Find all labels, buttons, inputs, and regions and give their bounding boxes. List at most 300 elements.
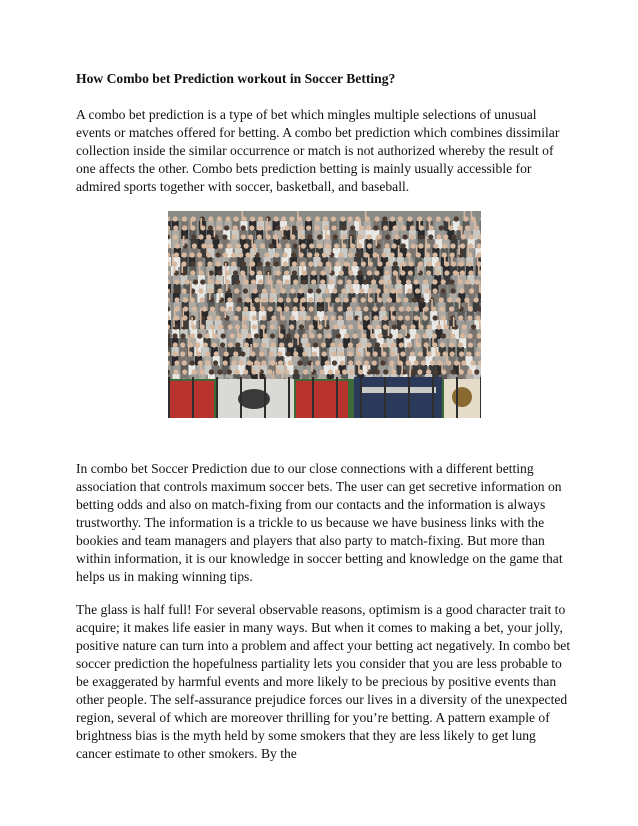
spectator-head [233,216,238,221]
raised-arm [249,263,251,273]
spectator-head [217,369,222,374]
spectator-head [270,342,275,347]
raised-arm [297,335,299,345]
raised-arm [218,290,220,300]
spectator-head [414,333,419,338]
raised-arm [251,236,253,246]
fence-post [288,377,290,418]
spectator-head [238,360,243,365]
spectator-head [407,270,412,275]
spectator-head [363,315,368,320]
raised-arm [199,362,201,372]
spectator-body [409,248,416,258]
spectator-head [447,297,452,302]
spectator-head [250,279,255,284]
spectator-head [181,252,186,257]
spectator-head [357,270,362,275]
raised-arm [409,362,411,372]
raised-arm [474,218,476,228]
spectator-head [360,261,365,266]
spectator-head [401,261,406,266]
spectator-head [355,306,360,311]
spectator-head [401,225,406,230]
spectator-head [417,369,422,374]
spectator-head [430,360,435,365]
raised-arm [357,317,359,327]
spectator-head [459,288,464,293]
spectator-head [256,234,261,239]
spectator-head [340,216,345,221]
spectator-head [451,234,456,239]
spectator-head [328,279,333,284]
spectator-head [407,216,412,221]
spectator-head [440,279,445,284]
spectator-head [201,306,206,311]
raised-arm [182,308,184,318]
spectator-head [282,261,287,266]
raised-arm [452,317,454,327]
spectator-head [394,234,399,239]
figure-container [76,211,572,418]
spectator-head [275,270,280,275]
raised-arm [270,281,272,291]
spectator-head [406,342,411,347]
raised-arm [418,218,420,228]
spectator-head [334,369,339,374]
spectator-head [224,225,229,230]
spectator-head [309,243,314,248]
spectator-head [342,369,347,374]
spectator-head [218,324,223,329]
spectator-head [180,351,185,356]
raised-arm [457,272,459,282]
spectator-head [306,225,311,230]
spectator-head [237,297,242,302]
spectator-head [227,342,232,347]
spectator-head [449,351,454,356]
spectator-head [278,297,283,302]
spectator-head [374,342,379,347]
spectator-head [305,216,310,221]
spectator-head [354,252,359,257]
spectator-head [311,351,316,356]
spectator-head [227,324,232,329]
spectator-head [207,261,212,266]
spectator-head [432,288,437,293]
raised-arm [367,290,369,300]
spectator-head [417,351,422,356]
spectator-head [197,333,202,338]
spectator-head [363,252,368,257]
raised-arm [422,308,424,318]
raised-arm [300,299,302,309]
spectator-head [436,234,441,239]
raised-arm [297,211,299,219]
spectator-head [293,297,298,302]
fence-post [408,377,410,418]
raised-arm [460,227,462,237]
raised-arm [365,344,367,354]
spectator-head [322,216,327,221]
spectator-head [289,324,294,329]
spectator-head [424,288,429,293]
spectator-head [440,288,445,293]
spectator-head [341,288,346,293]
raised-arm [364,211,366,219]
spectator-head [384,243,389,248]
spectator-head [298,315,303,320]
spectator-head [381,252,386,257]
spectator-head [422,333,427,338]
spectator-head [284,279,289,284]
spectator-head [198,234,203,239]
paragraph-optimism-bias: The glass is half full! For several observable reasons, optimism is a good character trait to acquire; it makes life easier in many ways. But when it comes to making a bet, your jolly, positive nature can turn into a problem and affect your betting act negatively. In combo bet soccer prediction the hopefulness partiality lets you consider that you are less probable to be exaggerated by harmful events and more likely to be precious by positive events than other people. The self-assurance prejudice forces our lives in a diversity of the unexpected region, several of which are moreover thrilling for you’re betting. A pattern example of brightness bias is the myth held by some smokers that they are less likely to get lung cancer estimate to other smokers. By the [76,602,571,761]
spectator-head [366,225,371,230]
spectator-head [400,351,405,356]
raised-arm [198,263,200,273]
raised-arm [251,362,253,372]
spectator-head [191,234,196,239]
spectator-head [413,306,418,311]
spectator-head [261,360,266,365]
fence-post [432,377,434,418]
raised-arm [357,236,359,246]
spectator-head [333,324,338,329]
spectator-head [410,324,415,329]
raised-arm [301,263,303,273]
spectator-head [201,243,206,248]
spectator-head [382,342,387,347]
spectator-head [252,288,257,293]
raised-arm [415,335,417,345]
spectator-head [206,315,211,320]
raised-arm [280,281,282,291]
spectator-head [312,342,317,347]
spectator-head [261,297,266,302]
spectator-head [215,315,220,320]
raised-arm [451,254,453,264]
spectator-head [335,333,340,338]
spectator-head [292,243,297,248]
spectator-head [232,270,237,275]
spectator-head [308,306,313,311]
raised-arm [377,290,379,300]
raised-arm [395,290,397,300]
raised-arm [324,317,326,327]
raised-arm [349,281,351,291]
raised-arm [387,326,389,336]
raised-arm [265,227,267,237]
spectator-head [432,315,437,320]
spectator-head [311,270,316,275]
fence-post [168,377,170,418]
spectator-head [348,360,353,365]
spectator-head [217,243,222,248]
spectator-head [335,297,340,302]
spectator-head [326,333,331,338]
spectator-head [291,252,296,257]
spectator-head [338,351,343,356]
spectator-head [385,234,390,239]
spectator-head [449,279,454,284]
raised-arm [213,227,215,237]
spectator-head [382,324,387,329]
raised-arm [476,254,478,264]
spectator-head [220,333,225,338]
raised-arm [450,326,452,336]
raised-arm [375,236,377,246]
spectator-head [317,333,322,338]
spectator-head [407,288,412,293]
spectator-head [257,261,262,266]
spectator-head [338,252,343,257]
spectator-head [464,225,469,230]
raised-arm [329,263,331,273]
spectator-head [298,288,303,293]
spectator-head [398,342,403,347]
spectator-head [243,342,248,347]
spectator-head [290,288,295,293]
spectator-head [293,351,298,356]
spectator-head [245,297,250,302]
raised-arm [425,236,427,246]
spectator-head [450,243,455,248]
raised-arm [173,308,175,318]
spectator-head [351,297,356,302]
spectator-head [460,333,465,338]
spectator-head [261,288,266,293]
raised-arm [191,317,193,327]
raised-arm [341,236,343,246]
raised-arm [401,362,403,372]
spectator-head [366,234,371,239]
spectator-head [324,243,329,248]
spectator-head [320,279,325,284]
spectator-head [438,225,443,230]
spectator-head [475,351,480,356]
spectator-head [382,225,387,230]
raised-arm [396,272,398,282]
spectator-head [208,270,213,275]
spectator-head [173,252,178,257]
banner-text-strip [360,387,436,393]
spectator-head [282,252,287,257]
spectator-head [284,306,289,311]
spectator-head [259,351,264,356]
spectator-head [271,315,276,320]
spectator-head [332,234,337,239]
raised-arm [463,211,465,219]
spectator-body [479,221,481,231]
spectator-head [418,234,423,239]
raised-arm [298,245,300,255]
spectator-head [346,315,351,320]
spectator-head [320,270,325,275]
spectator-head [409,351,414,356]
raised-arm [443,317,445,327]
spectator-head [275,225,280,230]
spectator-head [413,360,418,365]
spectator-head [331,360,336,365]
spectator-head [264,252,269,257]
raised-arm [281,227,283,237]
spectator-head [391,324,396,329]
spectator-head [291,270,296,275]
spectator-head [382,216,387,221]
spectator-head [360,297,365,302]
raised-arm [397,353,399,363]
raised-arm [400,263,402,273]
spectator-head [449,342,454,347]
spectator-head [343,297,348,302]
raised-arm [470,211,472,219]
spectator-head [333,243,338,248]
spectator-head [265,261,270,266]
spectator-head [215,252,220,257]
spectator-head [386,297,391,302]
spectator-head [284,270,289,275]
raised-arm [328,299,330,309]
spectator-head [222,252,227,257]
spectator-head [268,243,273,248]
spectator-head [341,225,346,230]
spectator-head [233,315,238,320]
spectator-head [347,342,352,347]
spectator-head [435,216,440,221]
spectator-head [217,270,222,275]
fence-post [336,377,338,418]
spectator-head [384,270,389,275]
spectator-head [181,225,186,230]
spectator-head [319,369,324,374]
raised-arm [441,362,443,372]
spectator-head [276,279,281,284]
spectator-head [182,297,187,302]
spectator-head [374,216,379,221]
spectator-head [371,360,376,365]
spectator-head [291,225,296,230]
raised-arm [182,236,184,246]
spectator-head [208,369,213,374]
spectator-head [222,360,227,365]
raised-arm [258,362,260,372]
raised-arm [381,344,383,354]
spectator-head [289,216,294,221]
spectator-head [198,288,203,293]
spectator-head [409,234,414,239]
spectator-head [404,315,409,320]
spectator-head [411,297,416,302]
spectator-head [382,315,387,320]
fence-post [456,377,458,418]
spectator-head [208,216,213,221]
spectator-head [352,333,357,338]
spectator-head [257,279,262,284]
spectator-head [204,351,209,356]
spectator-head [422,279,427,284]
raised-arm [448,218,450,228]
spectator-head [362,279,367,284]
raised-arm [390,308,392,318]
spectator-head [191,243,196,248]
spectator-head [279,342,284,347]
spectator-head [380,306,385,311]
spectator-head [348,324,353,329]
raised-arm [224,263,226,273]
spectator-head [317,234,322,239]
spectator-head [234,369,239,374]
spectator-head [267,306,272,311]
spectator-head [317,261,322,266]
raised-arm [250,344,252,354]
spectator-head [373,315,378,320]
spectator-head [289,315,294,320]
raised-arm [173,263,175,273]
paragraph-intro: A combo bet prediction is a type of bet which mingles multiple selections of unusual events or matches offered for betting. A combo bet prediction which combines dissimilar collection inside the similar occurrence or match is not authorized whereby the result of one affects the other. Combo bets prediction betting is mainly usually accessible for admired sports together with soccer, basketball, and baseball. [76,107,560,194]
spectator-head [192,306,197,311]
spectator-head [425,369,430,374]
spectator-head [261,315,266,320]
spectator-head [297,360,302,365]
spectator-head [468,234,473,239]
spectator-head [307,234,312,239]
raised-arm [458,299,460,309]
spectator-head [199,297,204,302]
spectator-head [467,369,472,374]
spectator-head [303,369,308,374]
spectator-head [426,324,431,329]
spectator-head [231,360,236,365]
spectator-head [397,216,402,221]
spectator-head [444,270,449,275]
spectator-head [327,369,332,374]
raised-arm [432,335,434,345]
raised-arm [250,299,252,309]
fence-post [360,377,362,418]
spectator-head [205,360,210,365]
spectator-head [378,279,383,284]
raised-arm [206,245,208,255]
spectator-head [227,297,232,302]
raised-arm [425,245,427,255]
spectator-head [181,288,186,293]
raised-arm [478,281,480,291]
spectator-head [331,351,336,356]
spectator-head [386,279,391,284]
spectator-head [332,288,337,293]
spectator-head [418,243,423,248]
raised-arm [467,299,469,309]
raised-arm [173,317,175,327]
spectator-head [184,279,189,284]
spectator-head [174,243,179,248]
spectator-head [233,351,238,356]
spectator-head [314,225,319,230]
raised-arm [435,344,437,354]
spectator-head [409,225,414,230]
spectator-head [284,225,289,230]
spectator-head [353,279,358,284]
raised-arm [212,326,214,336]
raised-arm [226,281,228,291]
spectator-body [477,293,480,303]
spectator-head [219,342,224,347]
spectator-head [269,324,274,329]
spectator-head [343,261,348,266]
raised-arm [241,211,243,219]
raised-arm [284,362,286,372]
spectator-head [222,234,227,239]
